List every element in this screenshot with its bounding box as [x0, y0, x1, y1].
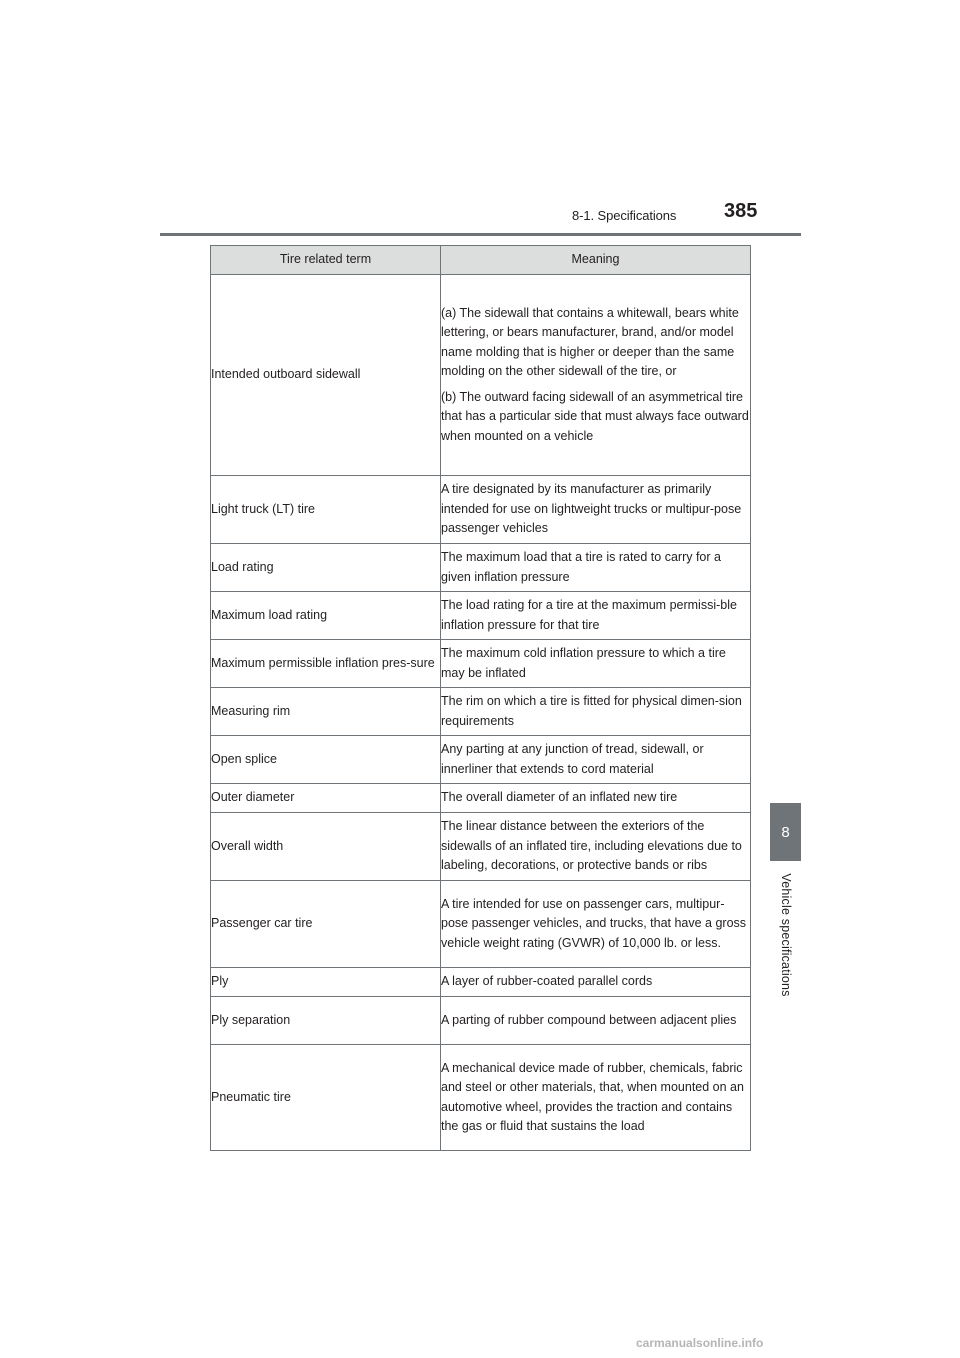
table-row — [211, 736, 751, 784]
table-header-row — [211, 246, 751, 275]
meaning-text: The maximum load that a tire is rated to carry for a given inflation pressure — [441, 550, 721, 584]
meaning-cell — [441, 544, 751, 592]
page-number: 385 — [724, 200, 758, 222]
table-row — [211, 968, 751, 997]
meaning-cell — [441, 881, 751, 968]
term-cell: Passenger car tire — [211, 881, 441, 968]
meaning-cell — [441, 968, 751, 997]
term-cell: Pneumatic tire — [211, 1045, 441, 1151]
meaning-text: (a) The sidewall that contains a whitewall, bears white lettering, or bears manufacturer, brand, and/or model name molding that is higher or deeper than the same molding on the other sidewall of the tire, or — [441, 306, 739, 379]
term-cell: Outer diameter — [211, 784, 441, 813]
table-row — [211, 784, 751, 813]
term-cell: Light truck (LT) tire — [211, 476, 441, 544]
meaning-text: The rim on which a tire is fitted for physical dimen-sion requirements — [441, 694, 742, 728]
meaning-text: A parting of rubber compound between adjacent plies — [441, 1012, 737, 1027]
meaning-text: A layer of rubber-coated parallel cords — [441, 974, 653, 989]
table-row — [211, 544, 751, 592]
meaning-cell — [441, 592, 751, 640]
table-row — [211, 275, 751, 476]
meaning-cell — [441, 784, 751, 813]
meaning-text: Any parting at any junction of tread, sidewall, or innerliner that extends to cord material — [441, 742, 704, 776]
meaning-text: The linear distance between the exteriors of the sidewalls of an inflated tire, including elevations due to labeling, decorations, or protective bands or ribs — [441, 819, 742, 873]
meaning-cell — [441, 688, 751, 736]
meaning-cell — [441, 476, 751, 544]
meaning-cell — [441, 640, 751, 688]
term-cell: Intended outboard sidewall — [211, 275, 441, 476]
tire-terms-table — [210, 245, 751, 1151]
meaning-text: A tire designated by its manufacturer as primarily intended for use on lightweight trucks or multipur-pose passenger vehicles — [441, 482, 742, 536]
chapter-tab — [770, 803, 801, 861]
term-cell: Maximum load rating — [211, 592, 441, 640]
watermark: carmanualsonline.info — [636, 1336, 764, 1350]
term-cell: Maximum permissible inflation pres-sure — [211, 640, 441, 688]
table-row — [211, 813, 751, 881]
term-cell: Ply separation — [211, 997, 441, 1045]
header-divider — [160, 233, 801, 236]
meaning-cell — [441, 813, 751, 881]
table-row — [211, 476, 751, 544]
table-row — [211, 592, 751, 640]
table-row — [211, 640, 751, 688]
meaning-text: The load rating for a tire at the maximum permissi-ble inflation pressure for that tire — [441, 598, 737, 632]
meaning-text: (b) The outward facing sidewall of an asymmetrical tire that has a particular side that must always face outward when mounted on a vehicle — [441, 389, 749, 443]
column-header-term: Tire related term — [211, 246, 441, 275]
table-row — [211, 997, 751, 1045]
meaning-cell — [441, 275, 751, 476]
meaning-cell — [441, 736, 751, 784]
meaning-text: The maximum cold inflation pressure to which a tire may be inflated — [441, 646, 726, 680]
chapter-title: Vehicle specifications — [779, 873, 793, 997]
table-row — [211, 688, 751, 736]
chapter-number: 8 — [781, 823, 790, 841]
meaning-text: A tire intended for use on passenger cars, multipur-pose passenger vehicles, and trucks, that have a gross vehicle weight rating (GVWR) of 10,000 lb. or less. — [441, 896, 747, 950]
meaning-text: A mechanical device made of rubber, chemicals, fabric and steel or other materials, that, when mounted on an automotive wheel, provides the traction and contains the gas or fluid that sustains the load — [441, 1060, 744, 1133]
term-cell: Ply — [211, 968, 441, 997]
table-row — [211, 881, 751, 968]
term-cell: Open splice — [211, 736, 441, 784]
meaning-cell — [441, 1045, 751, 1151]
section-title: 8-1. Specifications — [572, 208, 677, 223]
meaning-text: The overall diameter of an inflated new tire — [441, 790, 678, 805]
table-row — [211, 1045, 751, 1151]
term-cell: Measuring rim — [211, 688, 441, 736]
term-cell: Load rating — [211, 544, 441, 592]
column-header-meaning: Meaning — [441, 246, 751, 275]
term-cell: Overall width — [211, 813, 441, 881]
meaning-cell — [441, 997, 751, 1045]
